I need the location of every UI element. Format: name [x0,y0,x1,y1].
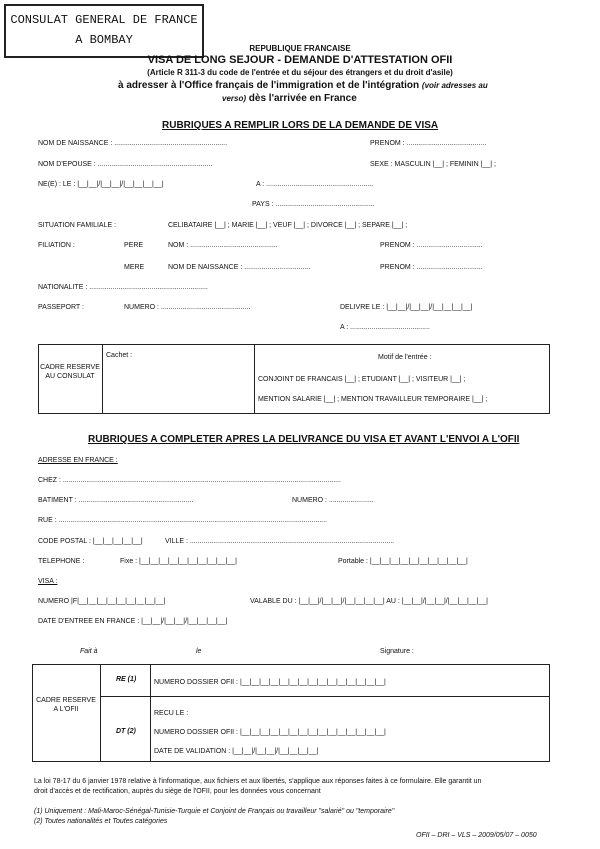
father-first-name-field[interactable]: PRENOM : .................................. [380,242,483,249]
ofii-box-divider-1 [100,664,101,761]
signed-at-label: Fait à [80,648,98,655]
ofii-box-divider-2 [150,664,151,761]
address-note-2: verso) [222,94,247,103]
telephone-label: TELEPHONE : [38,558,85,565]
postal-code-field[interactable]: CODE POSTAL : |__|__|__|__|__| [38,538,143,545]
entry-reason-checkboxes-1[interactable]: CONJOINT DE FRANCAIS |__| ; ETUDIANT |__| ; VISITEUR |__| ; [258,376,466,383]
building-field[interactable]: BATIMENT : ........................................................... [38,497,194,504]
entry-reason-label: Motif de l'entrée : [378,354,432,361]
footnote-2: (2) Toutes nationalités et Toutes catégories [34,818,168,825]
birth-name-field[interactable]: NOM DE NAISSANCE : .......................................................... [38,140,228,147]
address-note: (voir adresses au [421,81,488,90]
sex-checkboxes[interactable]: SEXE : MASCULIN |__| ; FEMININ |__| ; [370,161,496,168]
stamp-line-1: CONSULAT GENERAL DE FRANCE [10,13,198,27]
privacy-notice-line-2: droit d'accès et de rectification, auprès du siège de l'OFII, pour les données vous concernant [34,788,321,795]
section1-heading: RUBRIQUES A REMPLIR LORS DE LA DEMANDE DE VISA [162,120,439,131]
birth-place-field[interactable]: A : ....................................................... [256,181,374,188]
birth-date-field[interactable]: NE(E) : LE : |__|__|/|__|__|/|__|__|__|__| [38,181,164,188]
entry-date-field[interactable]: DATE D'ENTREE EN FRANCE : |__|__|/|__|__|/|__|__|__|__| [38,618,228,625]
nationality-field[interactable]: NATIONALITE : ............................................................. [38,284,208,291]
passport-issue-place-field[interactable]: A : ......................................... [340,324,430,331]
first-name-field[interactable]: PRENOM : ......................................... [370,140,487,147]
care-of-field[interactable]: CHEZ : ............................................................................................................................................... [38,477,341,484]
article-reference: (Article R 311-3 du code de l'entrée et du séjour des étrangers et du droit d'asile) [147,68,453,77]
address-line-text: à adresser à l'Office français de l'immigration et de l'intégration [118,80,420,91]
arrival-text: dès l'arrivée en France [248,93,357,104]
visa-validity-field[interactable]: VALABLE DU : |__|__|/|__|__|/|__|__|__|__| AU : |__|__|/|__|__|/|__|__|__|__| [250,598,488,605]
ofii-file-number-2[interactable]: NUMERO DOSSIER OFII : |__|__|__|__|__|__|__|__|__|__|__|__|__|__|__| [154,729,386,736]
passport-label: PASSEPORT : [38,304,84,311]
birth-country-field[interactable]: PAYS : ................................................... [252,201,375,208]
form-reference: OFII – DRI – VLS – 2009/05/07 – 0050 [416,832,537,839]
spouse-name-field[interactable]: NOM D'EPOUSE : ........................................................... [38,161,213,168]
mother-label: MERE [124,264,145,271]
republic-label: REPUBLIQUE FRANCAISE [249,44,351,53]
passport-number-field[interactable]: NUMERO : .............................................. [124,304,251,311]
stamp-area-label: Cachet : [106,352,133,359]
arrival-line [222,93,357,104]
france-address-label: ADRESSE EN FRANCE : [38,457,118,464]
form-title: VISA DE LONG SEJOUR - DEMANDE D'ATTESTATION OFII [147,54,453,66]
mother-first-name-field[interactable]: PRENOM : .................................. [380,264,483,271]
father-label: PERE [124,242,144,249]
landline-field[interactable]: Fixe : |__|__|__|__|__|__|__|__|__|__| [120,558,237,565]
passport-issue-date-field[interactable]: DELIVRE LE : |__|__|/|__|__|/|__|__|__|__| [340,304,473,311]
mobile-field[interactable]: Portable : |__|__|__|__|__|__|__|__|__|__| [338,558,468,565]
consulate-reserved-label: CADRE RESERVE AU CONSULAT [40,364,100,380]
validation-date-field[interactable]: DATE DE VALIDATION : |__|__|/|__|__|/|__|__|__|__| [154,748,319,755]
ofii-reserved-label: CADRE RESERVE A L'OFII [36,697,96,713]
entry-reason-checkboxes-2[interactable]: MENTION SALARIE |__| ; MENTION TRAVAILLEUR TEMPORAIRE |__| ; [258,396,488,403]
marital-status-label: SITUATION FAMILIALE : [38,222,117,229]
consulate-box-divider-1 [102,344,103,413]
stamp-line-2: A BOMBAY [75,33,133,47]
city-field[interactable]: VILLE : ......................................................................................................... [165,538,395,545]
address-line [118,80,488,91]
section2-heading: RUBRIQUES A COMPLETER APRES LA DELIVRANCE DU VISA ET AVANT L'ENVOI A L'OFII [88,434,520,445]
privacy-notice-line-1: La loi 78-17 du 6 janvier 1978 relative à l'informatique, aux fichiers et aux libertés, s'applique aux réponses faites à ce formulaire. Elle garantit un [34,778,482,785]
father-name-field[interactable]: NOM : ............................................. [168,242,278,249]
street-field[interactable]: RUE : .......................................................................................................................................... [38,517,327,524]
ofii-box-row-divider [100,696,549,697]
ofii-file-number-1[interactable]: NUMERO DOSSIER OFII : |__|__|__|__|__|__|__|__|__|__|__|__|__|__|__| [154,679,386,686]
mother-birth-name-field[interactable]: NOM DE NAISSANCE : .................................. [168,264,311,271]
consulate-box-divider-2 [254,344,255,413]
signature-label: Signature : [380,648,414,655]
footnote-1: (1) Uniquement : Mali-Maroc-Sénégal-Tunisie-Turquie et Conjoint de Français ou travailleur "salarié" ou "temporaire" [34,808,395,815]
visa-label: VISA : [38,578,58,585]
visa-number-field[interactable]: NUMERO |F|__|__|__|__|__|__|__|__|__| [38,598,166,605]
filiation-label: FILIATION : [38,242,75,249]
street-number-field[interactable]: NUMERO : ....................... [292,497,374,504]
marital-status-checkboxes[interactable]: CELIBATAIRE |__| ; MARIE |__| ; VEUF |__| ; DIVORCE |__| ; SEPARE |__| ; [168,222,408,229]
dt2-label: DT (2) [116,728,136,735]
re1-label: RE (1) [116,676,137,683]
received-date-label: RECU LE : [154,710,189,717]
signed-on-label: le [196,648,202,655]
